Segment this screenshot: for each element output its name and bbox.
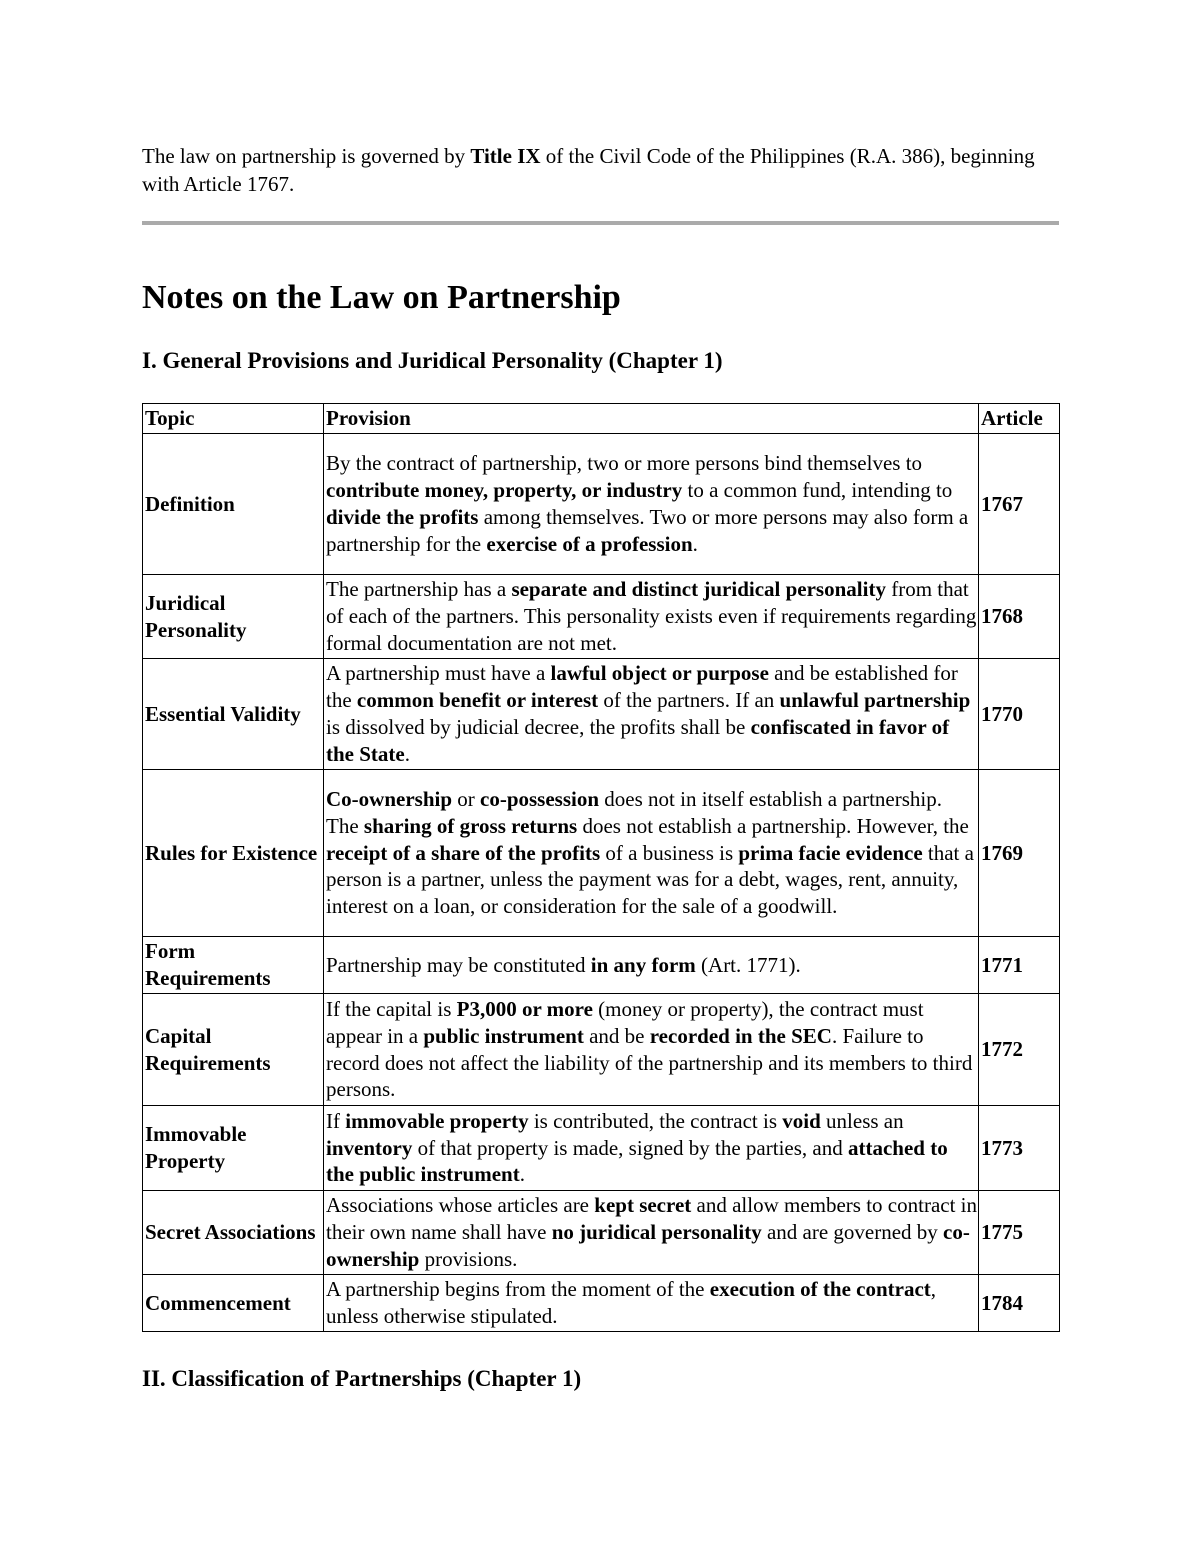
article-cell: 1772 — [979, 994, 1060, 1106]
provision-emphasis: co-ownership — [326, 1220, 970, 1271]
provision-emphasis: receipt of a share of the profits — [326, 840, 601, 865]
provision-text: A partnership must have a — [326, 661, 551, 686]
provision-text: does not in itself establish a partnership. The — [326, 787, 942, 838]
topic-cell: Juridical Personality — [143, 575, 324, 659]
topic-cell: Immovable Property — [143, 1106, 324, 1191]
provision-text: Partnership may be constituted — [326, 952, 591, 977]
topic-cell: Form Requirements — [143, 937, 324, 994]
provision-text: Associations whose articles are — [326, 1193, 595, 1218]
provision-emphasis: inventory — [326, 1135, 413, 1160]
provision-text: (Art. 1771). — [695, 952, 801, 977]
provision-emphasis: attached to the public instrument — [326, 1135, 948, 1187]
table-row — [143, 937, 1060, 994]
provision-text: If the capital is — [326, 996, 457, 1021]
article-cell: 1770 — [979, 659, 1060, 770]
provision-text: is contributed, the contract is — [528, 1108, 783, 1133]
provision-text: that a person is a partner, unless the payment was for a debt, wages, rent, annuity, interest on a loan, or consideration for the sale of a goodwill. — [326, 840, 974, 919]
provision-emphasis: contribute money, property, or industry — [326, 478, 683, 503]
provision-text: is dissolved by judicial decree, the profits shall be — [326, 715, 751, 739]
provision-emphasis: P3,000 or more — [456, 996, 593, 1021]
provision-emphasis: lawful object or purpose — [550, 661, 769, 686]
provision-text: By the contract of partnership, two or more persons bind themselves to — [326, 451, 923, 476]
provision-emphasis: prima facie evidence — [738, 840, 923, 865]
table-header-row — [143, 404, 1060, 434]
provision-text: . — [519, 1162, 525, 1187]
topic-cell: Secret Associations — [143, 1191, 324, 1275]
provision-text: If — [326, 1108, 346, 1133]
article-cell: 1771 — [979, 937, 1060, 994]
section-heading-general-provisions: I. General Provisions and Juridical Personality (Chapter 1) — [142, 348, 723, 373]
horizontal-rule — [142, 221, 1059, 225]
provision-text: . — [692, 531, 698, 556]
provision-text: and be established for the — [326, 661, 958, 713]
provision-text: The partnership has a — [326, 577, 512, 602]
provision-text: and are governed by — [761, 1220, 944, 1245]
provision-emphasis: recorded in the SEC — [649, 1023, 832, 1048]
provision-cell — [324, 770, 979, 937]
article-cell: 1773 — [979, 1106, 1060, 1191]
provision-emphasis: void — [782, 1108, 821, 1133]
provision-text: and be — [583, 1023, 650, 1048]
provision-emphasis: common benefit or interest — [356, 688, 599, 713]
table-row — [143, 575, 1060, 659]
section-heading-classification: II. Classification of Partnerships (Chapter 1) — [142, 1366, 582, 1391]
provision-emphasis: no juridical personality — [551, 1220, 762, 1245]
table-row — [143, 659, 1060, 770]
provision-emphasis: Co-ownership — [326, 787, 453, 811]
provision-text: . — [404, 741, 410, 766]
provision-emphasis: separate and distinct juridical personality — [511, 577, 886, 602]
provision-text: unless an — [820, 1108, 904, 1133]
table-row — [143, 434, 1060, 575]
provision-text: . Failure to record does not affect the liability of the partnership and its members to third persons. — [326, 1023, 973, 1102]
header-topic: Topic — [143, 404, 324, 434]
provision-text: from that of each of the partners. This personality exists even if requirements regarding formal documentation are not met. — [326, 577, 977, 655]
provision-emphasis: in any form — [590, 952, 696, 977]
intro-paragraph — [142, 142, 1062, 198]
provision-text: or — [452, 787, 481, 811]
intro-text-start: The law on partnership is governed by — [142, 144, 471, 168]
topic-cell: Capital Requirements — [143, 994, 324, 1106]
table-row — [143, 1275, 1060, 1332]
topic-cell: Essential Validity — [143, 659, 324, 770]
topic-cell: Definition — [143, 434, 324, 575]
provision-text: of a business is — [600, 840, 739, 865]
provision-cell — [324, 1106, 979, 1191]
topic-cell: Rules for Existence — [143, 770, 324, 937]
provision-emphasis: divide the profits — [326, 505, 479, 529]
provision-cell — [324, 1275, 979, 1332]
intro-title-ix: Title IX — [470, 144, 541, 168]
provision-cell — [324, 434, 979, 575]
provision-text: provisions. — [419, 1246, 518, 1271]
table-row — [143, 1106, 1060, 1191]
provision-emphasis: kept secret — [594, 1193, 692, 1218]
table-row — [143, 994, 1060, 1106]
article-cell: 1768 — [979, 575, 1060, 659]
provision-text: (money or property), the contract must appear in a — [326, 996, 924, 1048]
table-row — [143, 1191, 1060, 1275]
provisions-table-body — [143, 404, 1060, 1332]
provision-text: and allow members to contract in their own name shall have — [326, 1193, 978, 1245]
provision-cell — [324, 575, 979, 659]
provision-emphasis: unlawful partnership — [779, 688, 971, 713]
provision-cell — [324, 994, 979, 1106]
provision-emphasis: execution of the contract — [709, 1277, 931, 1302]
header-provision: Provision — [324, 404, 979, 434]
provision-text: to a common fund, intending to — [682, 478, 953, 503]
provision-text: of that property is made, signed by the parties, and — [412, 1135, 848, 1160]
provision-cell — [324, 1191, 979, 1275]
provision-text: among themselves. Two or more persons may also form a partnership for the — [326, 505, 969, 556]
header-article: Article — [979, 404, 1060, 434]
provision-emphasis: sharing of gross returns — [363, 813, 578, 838]
provision-text: , unless otherwise stipulated. — [326, 1277, 937, 1328]
article-cell: 1767 — [979, 434, 1060, 575]
page-title: Notes on the Law on Partnership — [142, 279, 621, 316]
provision-text: A partnership begins from the moment of the — [326, 1277, 710, 1302]
provision-emphasis: immovable property — [345, 1108, 529, 1133]
provisions-table — [142, 403, 1060, 1332]
intro-text-end: of the Civil Code of the Philippines (R.A. 386), beginning with Article 1767. — [142, 144, 1035, 196]
provision-text: does not establish a partnership. However, the — [577, 813, 969, 838]
article-cell: 1784 — [979, 1275, 1060, 1332]
provision-emphasis: co-possession — [480, 787, 600, 811]
provision-cell — [324, 659, 979, 770]
article-cell: 1775 — [979, 1191, 1060, 1275]
provision-emphasis: confiscated in favor of the State — [326, 715, 950, 766]
provision-emphasis: public instrument — [423, 1023, 584, 1048]
topic-cell: Commencement — [143, 1275, 324, 1332]
provision-emphasis: exercise of a profession — [486, 531, 693, 556]
provision-text: of the partners. If an — [598, 688, 780, 713]
table-row — [143, 770, 1060, 937]
article-cell: 1769 — [979, 770, 1060, 937]
provision-cell — [324, 937, 979, 994]
